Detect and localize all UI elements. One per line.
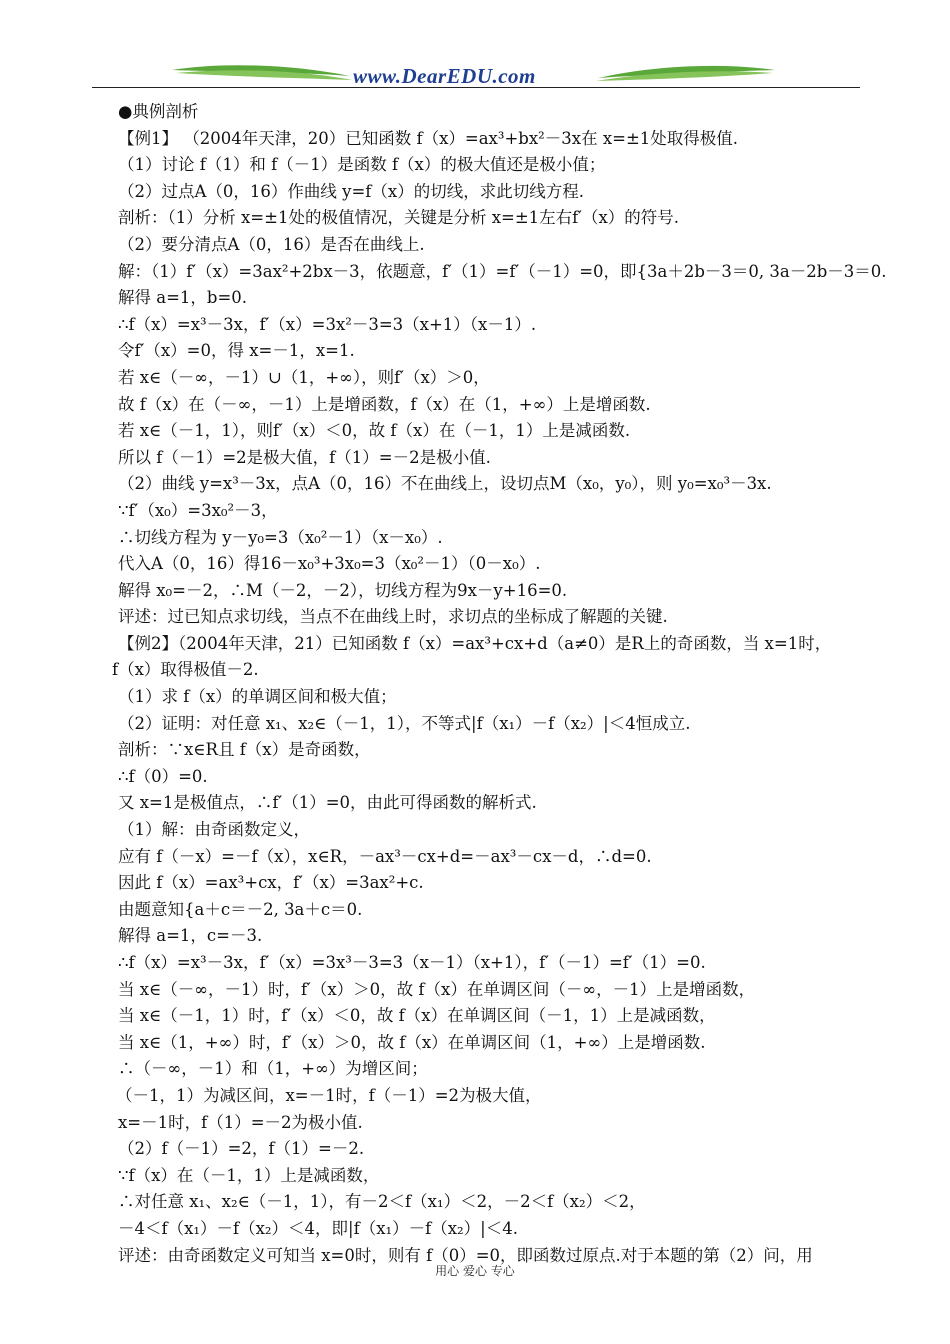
text-line: 剖析：∵x∈R且 f（x）是奇函数， bbox=[118, 740, 371, 760]
text-line: 解：（1）f′（x）=3ax²+2bx－3，依题意，f′（1）=f′（－1）=0，即{3a＋2b－3＝0, 3a－2b－3＝0. bbox=[118, 261, 887, 281]
text-line: 评述：过已知点求切线，当点不在曲线上时，求切点的坐标成了解题的关键. bbox=[118, 607, 668, 627]
text-line: ∴切线方程为 y－y₀=3（x₀²－1）（x－x₀）. bbox=[118, 527, 443, 547]
text-line: f（x）取得极值－2. bbox=[112, 660, 259, 680]
text-line: －4＜f（x₁）－f（x₂）＜4，即|f（x₁）－f（x₂）|＜4. bbox=[118, 1218, 518, 1238]
text-line: 由题意知{a＋c＝－2, 3a＋c＝0. bbox=[118, 899, 363, 919]
text-line: （2）要分清点A（0，16）是否在曲线上. bbox=[118, 234, 425, 254]
text-line: ∴f（0）=0. bbox=[118, 766, 208, 786]
text-line: x=－1时，f（1）=－2为极小值. bbox=[118, 1112, 363, 1132]
page-footer: 用心 爱心 专心 bbox=[435, 1264, 515, 1278]
page-header bbox=[0, 0, 950, 100]
text-line: （2）曲线 y=x³－3x，点A（0，16）不在曲线上，设切点M（x₀，y₀），则 y₀=x₀³－3x. bbox=[118, 474, 772, 494]
header-rule bbox=[92, 87, 860, 88]
text-line: 当 x∈（－∞，－1）时，f′（x）＞0，故 f（x）在单调区间（－∞，－1）上是增函数， bbox=[118, 979, 756, 999]
text-line: 故 f（x）在（－∞，－1）上是增函数，f（x）在（1，+∞）上是增函数. bbox=[118, 394, 651, 414]
text-line: 应有 f（－x）=－f（x），x∈R，－ax³－cx+d=－ax³－cx－d，∴d=0. bbox=[118, 846, 652, 866]
text-line: （1）解：由奇函数定义， bbox=[118, 820, 310, 840]
text-line: ∴f（x）=x³－3x，f′（x）=3x³－3=3（x－1）（x+1），f′（－1）=f′（1）=0. bbox=[118, 953, 706, 972]
text-line: ∵f′（x₀）=3x₀²－3， bbox=[118, 500, 278, 520]
text-line: （－1，1）为减区间，x=－1时，f（－1）=2为极大值， bbox=[116, 1085, 542, 1105]
example-1-title: 【例1】 （2004年天津，20）已知函数 f（x）=ax³+bx²－3x在 x=±1处取得极值. bbox=[118, 128, 739, 148]
text-line: （1）讨论 f（1）和 f（－1）是函数 f（x）的极大值还是极小值； bbox=[118, 155, 606, 175]
site-logo-text: www.DearEDU.com bbox=[353, 64, 536, 88]
text-line: ∴f（x）=x³－3x，f′（x）=3x²－3=3（x+1）（x－1）. bbox=[118, 314, 537, 334]
text-line: 又 x=1是极值点，∴f′（1）=0，由此可得函数的解析式. bbox=[118, 793, 537, 813]
text-line: ∴（－∞，－1）和（1，+∞）为增区间； bbox=[118, 1059, 428, 1079]
text-line: （2）证明：对任意 x₁、x₂∈（－1，1），不等式|f（x₁）－f（x₂）|＜4恒成立. bbox=[118, 713, 691, 733]
text-line: 所以 f（－1）=2是极大值，f（1）=－2是极小值. bbox=[118, 447, 491, 467]
text-line: （1）求 f（x）的单调区间和极大值； bbox=[118, 687, 397, 707]
text-line: ∵f（x）在（－1，1）上是减函数， bbox=[118, 1165, 380, 1185]
text-line: 当 x∈（1，+∞）时，f′（x）＞0，故 f（x）在单调区间（1，+∞）上是增函数. bbox=[118, 1032, 706, 1052]
example-2-title: 【例2】（2004年天津，21）已知函数 f（x）=ax³+cx+d（a≠0）是R上的奇函数，当 x=1时， bbox=[118, 633, 832, 653]
text-line: 若 x∈（－∞，－1）∪（1，+∞），则f′（x）＞0， bbox=[118, 367, 490, 387]
text-line: ∴对任意 x₁、x₂∈（－1，1），有－2＜f（x₁）＜2，－2＜f（x₂）＜2， bbox=[118, 1192, 646, 1212]
section-heading: ●典例剖析 bbox=[118, 102, 199, 121]
text-line: 解得 a=1，c=－3. bbox=[118, 926, 263, 946]
text-line: 评述：由奇函数定义可知当 x=0时，则有 f（0）=0，即函数过原点.对于本题的第（2）问，用 bbox=[118, 1245, 813, 1265]
text-line: （2）过点A（0，16）作曲线 y=f（x）的切线，求此切线方程. bbox=[118, 181, 584, 201]
text-line: 代入A（0，16）得16－x₀³+3x₀=3（x₀²－1）（0－x₀）. bbox=[118, 554, 541, 574]
text-line: 解得 a=1，b=0. bbox=[118, 288, 248, 308]
document-body bbox=[112, 99, 887, 1269]
text-line: 因此 f（x）=ax³+cx，f′（x）=3ax²+c. bbox=[118, 873, 424, 893]
text-line: （2）f（－1）=2，f（1）=－2. bbox=[118, 1139, 365, 1159]
text-line: 当 x∈（－1，1）时，f′（x）＜0，故 f（x）在单调区间（－1，1）上是减函数， bbox=[118, 1006, 716, 1026]
text-line: 剖析：（1）分析 x=±1处的极值情况，关键是分析 x=±1左右f′（x）的符号. bbox=[118, 208, 680, 228]
text-line: 解得 x₀=－2，∴M（－2，－2），切线方程为9x－y+16=0. bbox=[118, 580, 568, 600]
text-line: 令f′（x）=0，得 x=－1，x=1. bbox=[118, 341, 355, 361]
text-line: 若 x∈（－1，1），则f′（x）＜0，故 f（x）在（－1，1）上是减函数. bbox=[118, 421, 631, 441]
